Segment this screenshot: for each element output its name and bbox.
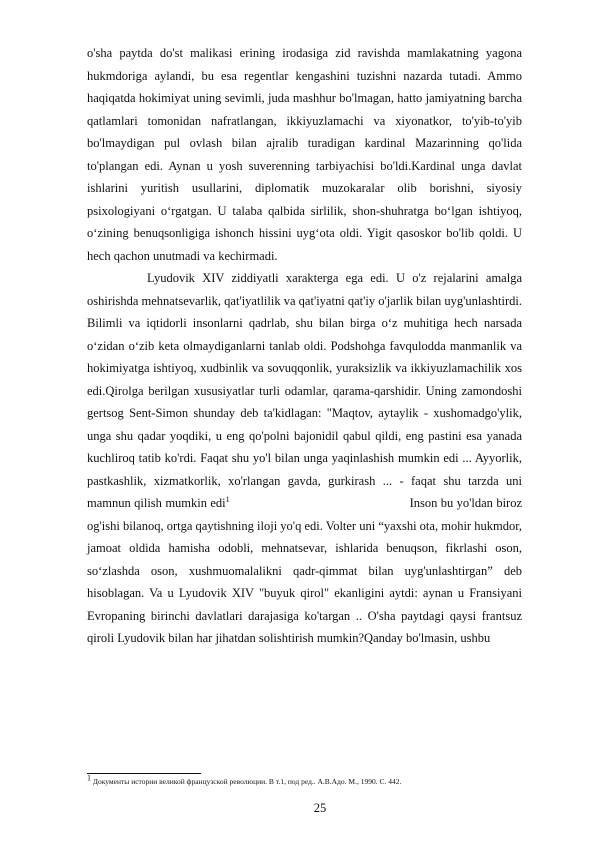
paragraph-2 <box>87 267 522 650</box>
footnote-marker: 1 <box>87 773 91 783</box>
footnote-text: Документы истории великой французской революции. В т.1, под ред.. А.В.Адо. М., 1990. С. 442. <box>91 777 402 786</box>
paragraph-2-text: Lyudovik XIV ziddiyatli xarakterga ega edi. U o'z rejalarini amalga oshirishda mehnatsevarlik, qat'iyatlilik va qat'iyatni qat'iy o'jarlik bilan uyg'unlashtirdi. Bilimli va iqtidorli insonlarni qadrlab, shu bilan birga o‘z muhitiga hech narsada o‘zidan o‘zib keta olmaydiganlarni tanlab oldi. Podshohga favqulodda manmanlik va hokimiyatga ishtiyoq, xudbinlik va sovuqqonlik, yuraksizlik va ikkiyuzlamachilik xos edi.Qirolga berilgan xususiyatlar turli odamlar, qarama-qarshidir. Uning zamondoshi gertsog Sent-Simon shunday deb ta'kidlagan: "Maqtov, aytaylik - xushomadgo'ylik, unga shu qadar yoqdiki, u eng qo'polni bajonidil qabul qildi, eng pastini esa yanada kuchliroq tatib ko'rdi. Faqat shu yo'l bilan unga yaqinlashish mumkin edi ... Ayyorlik, pastkashlik, xizmatkorlik, xo'rlangan gavda, gurkirash ... - faqat shu tarzda uni mamnun qilish mumkin edi <box>87 271 522 510</box>
paragraph-2-tail: Inson bu yo'ldan biroz og'ishi bilanoq, ortga qaytishning iloji yo'q edi. Volter uni “yaxshi ota, mohir hukmdor, jamoat oldida hamisha odobli, mehnatsevar, ishlarida benuqson, fikrlashi oson, so‘zlashda oson, xushmuomalalikni qadr-qimmat bilan uyg'unlashtirgan” deb hisoblagan. Va u Lyudovik XIV "buyuk qirol" ekanligini aytdi: aynan u Fransiyani Evropaning birinchi davlatlari darajasiga ko'targan .. O'sha paytdagi qaysi frantsuz qiroli Lyudovik bilan har jihatdan solishtirish mumkin?Qanday bo'lmasin, ushbu <box>87 496 523 645</box>
paragraph-1: o'sha paytda do'st malikasi erining irodasiga zid ravishda mamlakatning yagona hukmdoriga aylandi, bu esa regentlar kengashini tuzishni nazarda tutadi. Ammo haqiqatda hokimiyat uning sevimli, juda mashhur bo'lmagan, hatto jamiyatning barcha qatlamlari tomonidan nafratlangan, ikkiyuzlamachi va xiyonatkor, to'yib-to'yib bo'lmaydigan pul ovlash bilan ajralib turadigan kardinal Mazarinning qo'lida to'plangan edi. Aynan u yosh suverenning tarbiyachisi bo'ldi.Kardinal unga davlat ishlarini yuritish usullarini, diplomatik muzokaralar olib borishni, siyosiy psixologiyani o‘rgatgan. U talaba qalbida sirlilik, shon-shuhratga bo‘lgan ishtiyoq, o‘zining benuqsonligiga ishonch hissini uyg‘ota oldi. Yigit qasoskor bo'lib qoldi. U hech qachon unutmadi va kechirmadi. <box>87 46 522 263</box>
footnote <box>87 773 522 787</box>
footnote-reference[interactable]: 1 <box>225 494 230 504</box>
page-number: 25 <box>313 801 327 815</box>
document-body <box>87 42 522 650</box>
footnote-separator <box>87 773 201 774</box>
